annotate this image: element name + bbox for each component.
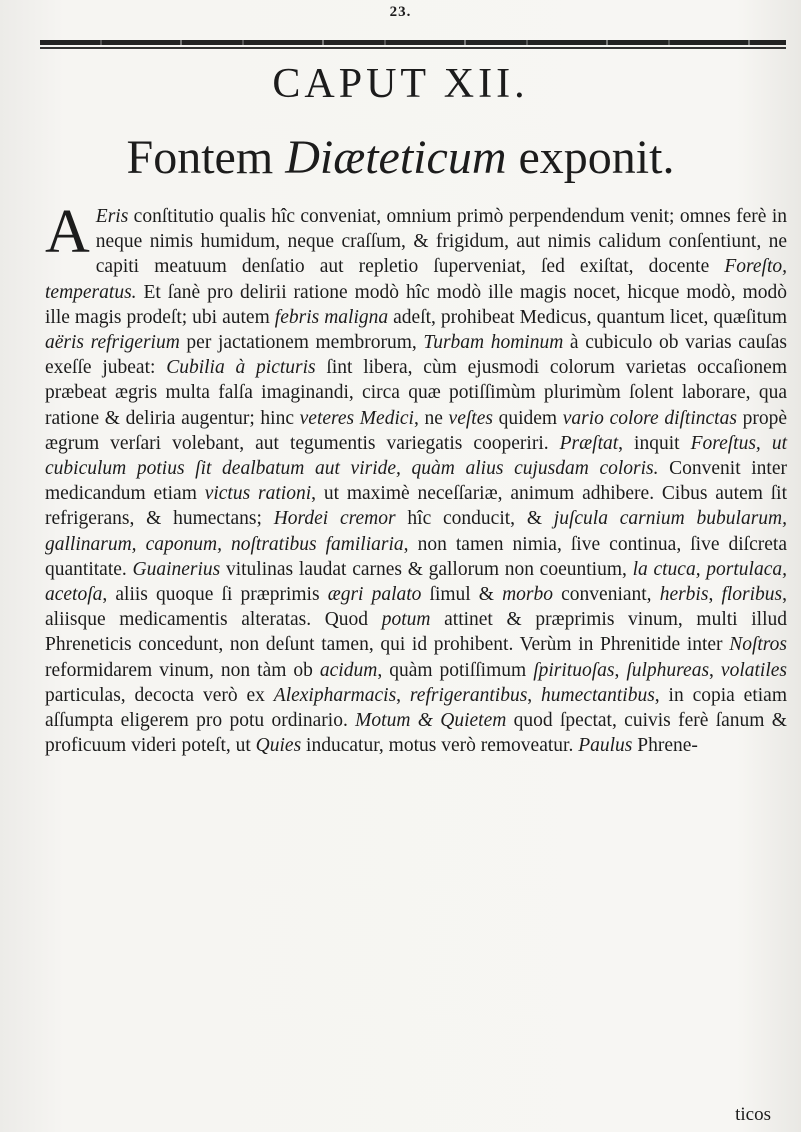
chapter-title	[0, 130, 801, 186]
italic-text-segment: Guainerius	[132, 558, 221, 580]
text-segment: conſtitutio qualis hîc conveniat, omnium primò perpendendum venit; omnes ferè in neque nimis humidum, neque craſſum, & frigidum, aut nimis calidum conſentiunt, ne capiti meatuum denſatio aut repletio ſuperveniat, ſed exiſtat, docente	[95, 206, 787, 278]
italic-text-segment: Eris	[95, 206, 129, 227]
text-segment: ,	[709, 659, 721, 681]
italic-text-segment: potum	[381, 609, 431, 631]
title-part-2: exponit.	[506, 131, 675, 184]
header-rule-thick	[40, 40, 786, 45]
text-segment: , inquit	[618, 432, 691, 454]
text-segment: ,	[396, 684, 410, 706]
text-segment: , aliis quoque ſi præprimis	[102, 584, 328, 606]
text-segment: , aliisque medicamentis alteratas. Quod	[45, 584, 787, 631]
italic-text-segment: Hordei cremor	[273, 508, 396, 530]
italic-text-segment: Cubilia à picturis	[166, 357, 316, 379]
italic-text-segment: morbo	[502, 584, 554, 606]
body-text	[45, 198, 788, 758]
text-segment: hîc conducit, &	[395, 508, 554, 530]
text-segment: ,	[527, 684, 542, 706]
text-segment: inducatur, motus verò removeatur.	[301, 735, 579, 757]
italic-text-segment: refrigerantibus	[409, 684, 528, 706]
text-segment: à cubiculo ob varias cauſas exeſſe jubeat:	[45, 332, 787, 379]
chapter-heading: CAPUT XII.	[272, 61, 529, 107]
text-segment: reformidarem vinum, non tàm ob	[45, 659, 320, 681]
text-segment: Et ſanè pro delirii ratione modò hîc modò ille magis nocet, hicque modò, modò ille magis prodeſt; ubi autem	[45, 281, 787, 328]
italic-text-segment: acidum	[319, 659, 378, 681]
italic-text-segment: vario colore diſtinctas	[562, 407, 737, 429]
body-paragraph	[45, 198, 788, 758]
text-segment: , in copia etiam aſſumpta eligerem pro potu ordinario.	[45, 684, 787, 732]
italic-text-segment: juſcula carnium bubularum, gallinarum, caponum, noſtratibus familiaria	[45, 508, 787, 555]
text-segment: particulas, decocta verò ex	[45, 684, 274, 706]
italic-text-segment: Foreſtus, ut cubiculum potius ſit dealbatum aut viride, quàm alius cujusdam coloris.	[45, 432, 787, 480]
italic-text-segment: Quies	[255, 735, 302, 757]
italic-text-segment: Motum & Quietem	[355, 710, 507, 732]
italic-text-segment: Præſtat	[559, 432, 619, 454]
italic-text-segment: herbis	[659, 584, 709, 606]
italic-text-segment: ægri palato	[327, 584, 422, 606]
title-part-1: Fontem	[126, 131, 286, 184]
italic-text-segment: victus rationi	[204, 483, 312, 505]
text-segment: propè ægrum verſari volebant, aut tegumentis variegatis cooperiri.	[45, 407, 787, 454]
text-segment: ,	[708, 584, 722, 606]
header-rule-thin	[40, 47, 786, 49]
italic-text-segment: Turbam hominum	[423, 332, 564, 354]
text-segment: quidem	[492, 407, 563, 429]
text-segment: ſimul &	[421, 584, 503, 606]
italic-text-segment: Alexipharmacis	[273, 684, 397, 706]
italic-text-segment: volatiles	[720, 659, 787, 681]
title-italic-word: Diæteticum	[285, 131, 507, 184]
italic-text-segment: ſpirituoſas	[533, 659, 615, 681]
text-segment: , quàm potiſſimum	[377, 659, 534, 681]
italic-text-segment: aëris refrigerium	[45, 332, 180, 354]
italic-text-segment: Foreſto, temperatus.	[45, 256, 787, 303]
italic-text-segment: veſtes	[448, 407, 493, 429]
italic-text-segment: la ctuca, portulaca, acetoſa	[45, 558, 787, 606]
italic-text-segment: floribus	[721, 584, 783, 606]
text-segment: Phrene-	[632, 735, 698, 757]
text-segment: Convenit inter medicandum etiam	[45, 458, 787, 505]
text-segment: ,	[614, 659, 627, 681]
italic-text-segment: febris maligna	[274, 306, 389, 328]
italic-text-segment: humectantibus	[541, 684, 655, 706]
text-segment: quod ſpectat, cuivis ferè ſanum & proficuum videri poteſt, ut	[45, 710, 787, 757]
text-segment: , ne	[413, 407, 449, 429]
catchword: ticos	[735, 1104, 771, 1125]
text-segment: , ut maximè neceſſariæ, animum adhibere. Cibus autem ſit refrigerans, & humectans;	[45, 483, 787, 530]
italic-text-segment: Noſtros	[729, 634, 787, 656]
italic-text-segment: ſulphureas	[626, 659, 710, 681]
text-segment: ſint libera, cùm ejusmodi colorum varietas occaſionem præbeat ægris multa falſa imaginandi, circa quæ potiſſimùm plurimùm ſolent laborare, qua ratione & deliria augentur; hinc	[45, 357, 787, 429]
text-segment: vitulinas laudat carnes & gallorum non coeuntium,	[220, 558, 633, 580]
text-segment: adeſt, prohibeat Medicus, quantum licet, quæſitum	[388, 306, 788, 328]
text-segment: attinet & præprimis vinum, multi illud Phreneticis concedunt, non deſunt tamen, qui id prohibent. Verùm in Phrenitide inter	[45, 609, 787, 656]
text-segment: conveniant,	[553, 584, 660, 606]
body-flow	[45, 198, 788, 757]
italic-text-segment: veteres Medici	[299, 407, 414, 429]
text-segment: , non tamen nimia, ſive continua, ſive diſcreta quantitate.	[45, 533, 787, 580]
text-segment: per jactationem membrorum,	[179, 332, 424, 354]
italic-text-segment: Paulus	[578, 735, 633, 757]
page-number: 23.	[389, 4, 412, 20]
drop-cap: A	[45, 198, 90, 266]
